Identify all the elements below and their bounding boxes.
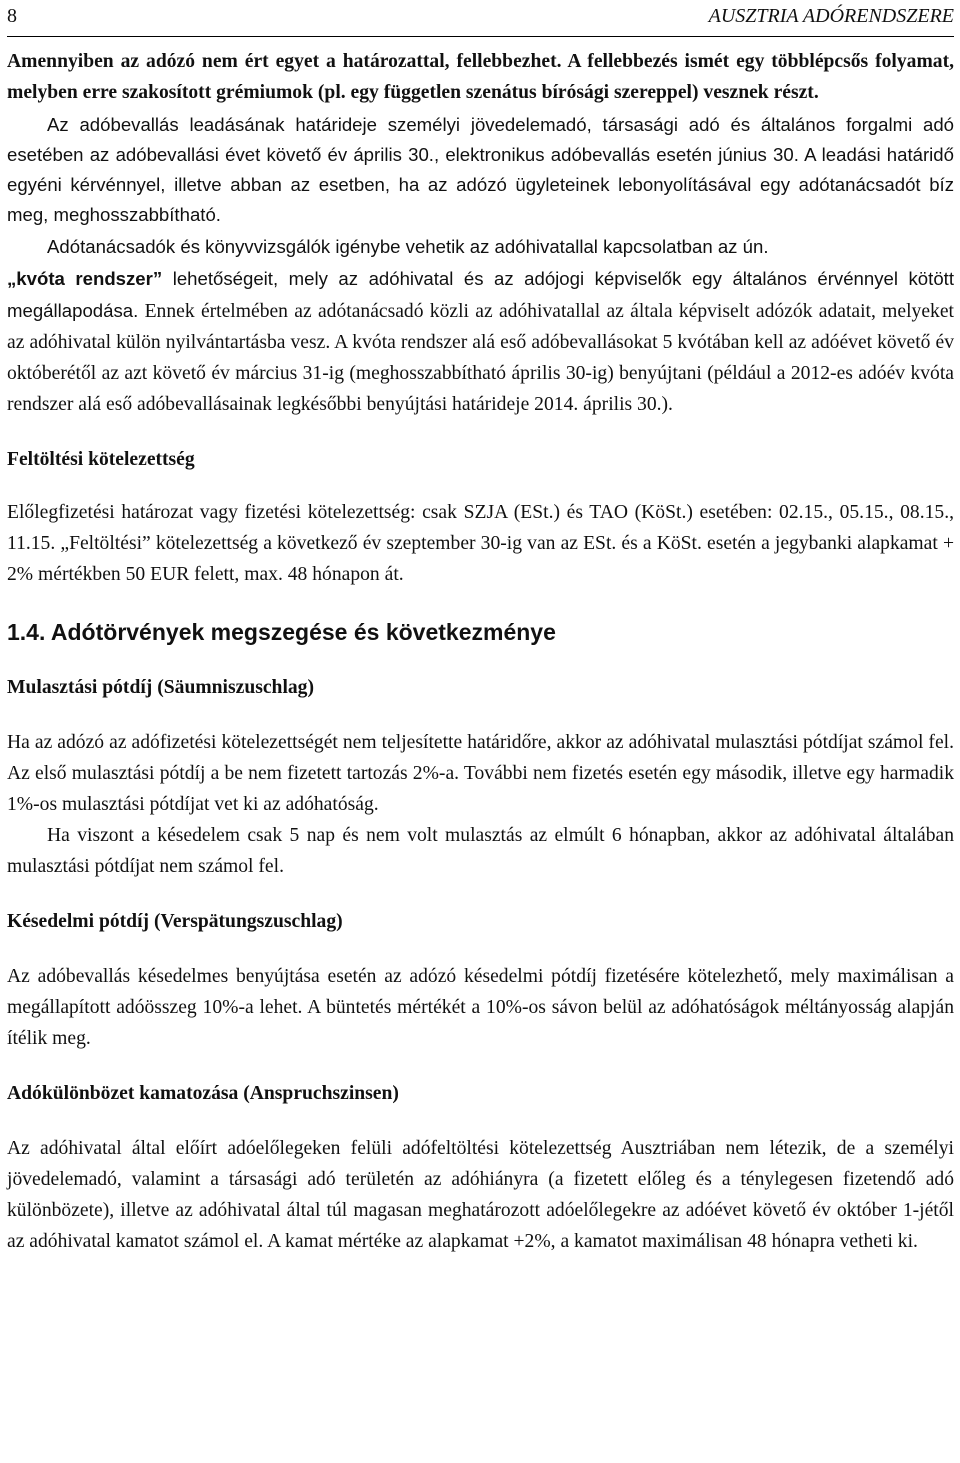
quota-rest: lehetőségeit, mely az adóhivatal és az adójogi képviselők egy általános érvénnyel kötött megállapodása.	[7, 268, 954, 321]
late-payment-paragraph-1: Ha az adózó az adófizetési kötelezettségét nem teljesítette határidőre, akkor az adóhivatal mulasztási pótdíjat számol fel. Az első mulasztási pótdíj a be nem fizetett tartozás 2%-a. További nem fizetés esetén egy második, illetve egy harmadik 1%-os mulasztási pótdíjat vet ki az adóhatóság.	[7, 732, 954, 815]
late-payment-heading: Mulasztási pótdíj (Säumniszuschlag)	[7, 677, 315, 698]
deadline-paragraph	[7, 110, 954, 230]
section-heading: 1.4. Adótörvények megszegése és következménye	[7, 619, 556, 645]
quota-serif-text: Ennek értelmében az adótanácsadó közli az adóhivatallal az általa képviselt adózók adatait, melyeket az adóhivatal külön nyilvántartásba vesz. A kvóta rendszer alá eső adóbevallásokat 5 kvótában kell az adóévet követő év októberétől az azt követő év március 31-ig (meghosszabbítható április 30-ig) benyújtani (például a 2012-es adóév kvóta rendszer alá eső adóbevallásainak legkésőbbi benyújtási határideje 2014. április 30.).	[7, 301, 954, 415]
quota-paragraph	[7, 231, 954, 420]
quota-intro: Adótanácsadók és könyvvizsgálók igénybe vehetik az adóhivatallal kapcsolatban az ún.	[47, 236, 769, 257]
deadline-text: Az adóbevallás leadásának határideje személyi jövedelemadó, társasági adó és általános forgalmi adó esetében az adóbevallási évet követő év április 30., elektronikus adóbevallás esetén június 30. A leadási határidő egyéni kérvénnyel, illetve abban az esetben, ha az adózó ügyleteinek lebonyolításával egy adótanácsadót bíz meg, meghosszabbítható.	[7, 114, 954, 225]
prepayment-heading: Feltöltési kötelezettség	[7, 449, 195, 470]
document-page	[7, 0, 954, 1257]
running-title: AUSZTRIA ADÓRENDSZERE	[708, 5, 954, 27]
appeal-paragraph: Amennyiben az adózó nem ért egyet a határozattal, fellebbezhet. A fellebbezés ismét egy többlépcsős folyamat, melyben erre szakosított grémiumok (pl. egy független szenátus bírósági szereppel) vesznek részt.	[7, 51, 954, 103]
page-header	[7, 0, 954, 37]
page-number: 8	[7, 5, 17, 27]
interest-heading: Adókülönbözet kamatozása (Anspruchszinsen)	[7, 1083, 399, 1104]
late-payment-text-2: Ha viszont a késedelem csak 5 nap és nem volt mulasztás az elmúlt 6 hónapban, akkor az adóhivatal általában mulasztási pótdíjat nem számol fel.	[7, 825, 954, 877]
late-filing-paragraph: Az adóbevallás késedelmes benyújtása esetén az adózó késedelmi pótdíj fizetésére kötelezhető, mely maximálisan a megállapított adóösszeg 10%-a lehet. A büntetés mértékét a 10%-os sávon belül az adóhatóságok méltányosság alapján ítélik meg.	[7, 966, 954, 1049]
interest-paragraph: Az adóhivatal által előírt adóelőlegeken felüli adófeltöltési kötelezettség Ausztriában nem létezik, de a személyi jövedelemadó, valamint a társasági adó területén az adóhiányra (a fizetett előleg és a ténylegesen fizetendő adó különbözete), illetve az adóhivatal által túl magasan meghatározott adóelőlegekre az adóévet követő év október 1-jétől az adóhivatal kamatot számol el. A kamat mértéke az alapkamat +2%, a kamatot maximálisan 48 hónapra vetheti ki.	[7, 1138, 954, 1252]
late-filing-heading: Késedelmi pótdíj (Verspätungszuschlag)	[7, 911, 343, 932]
prepayment-paragraph: Előlegfizetési határozat vagy fizetési kötelezettség: csak SZJA (ESt.) és TAO (KöSt.) esetében: 02.15., 05.15., 08.15., 11.15. „Feltöltési” kötelezettség a következő év szeptember 30-ig van az ESt. és a KöSt. esetén a jegybanki alapkamat + 2% mértékben 50 EUR felett, max. 48 hónapon át.	[7, 502, 954, 585]
late-payment-paragraph-2	[7, 820, 954, 882]
quota-term: „kvóta rendszer”	[7, 268, 163, 289]
